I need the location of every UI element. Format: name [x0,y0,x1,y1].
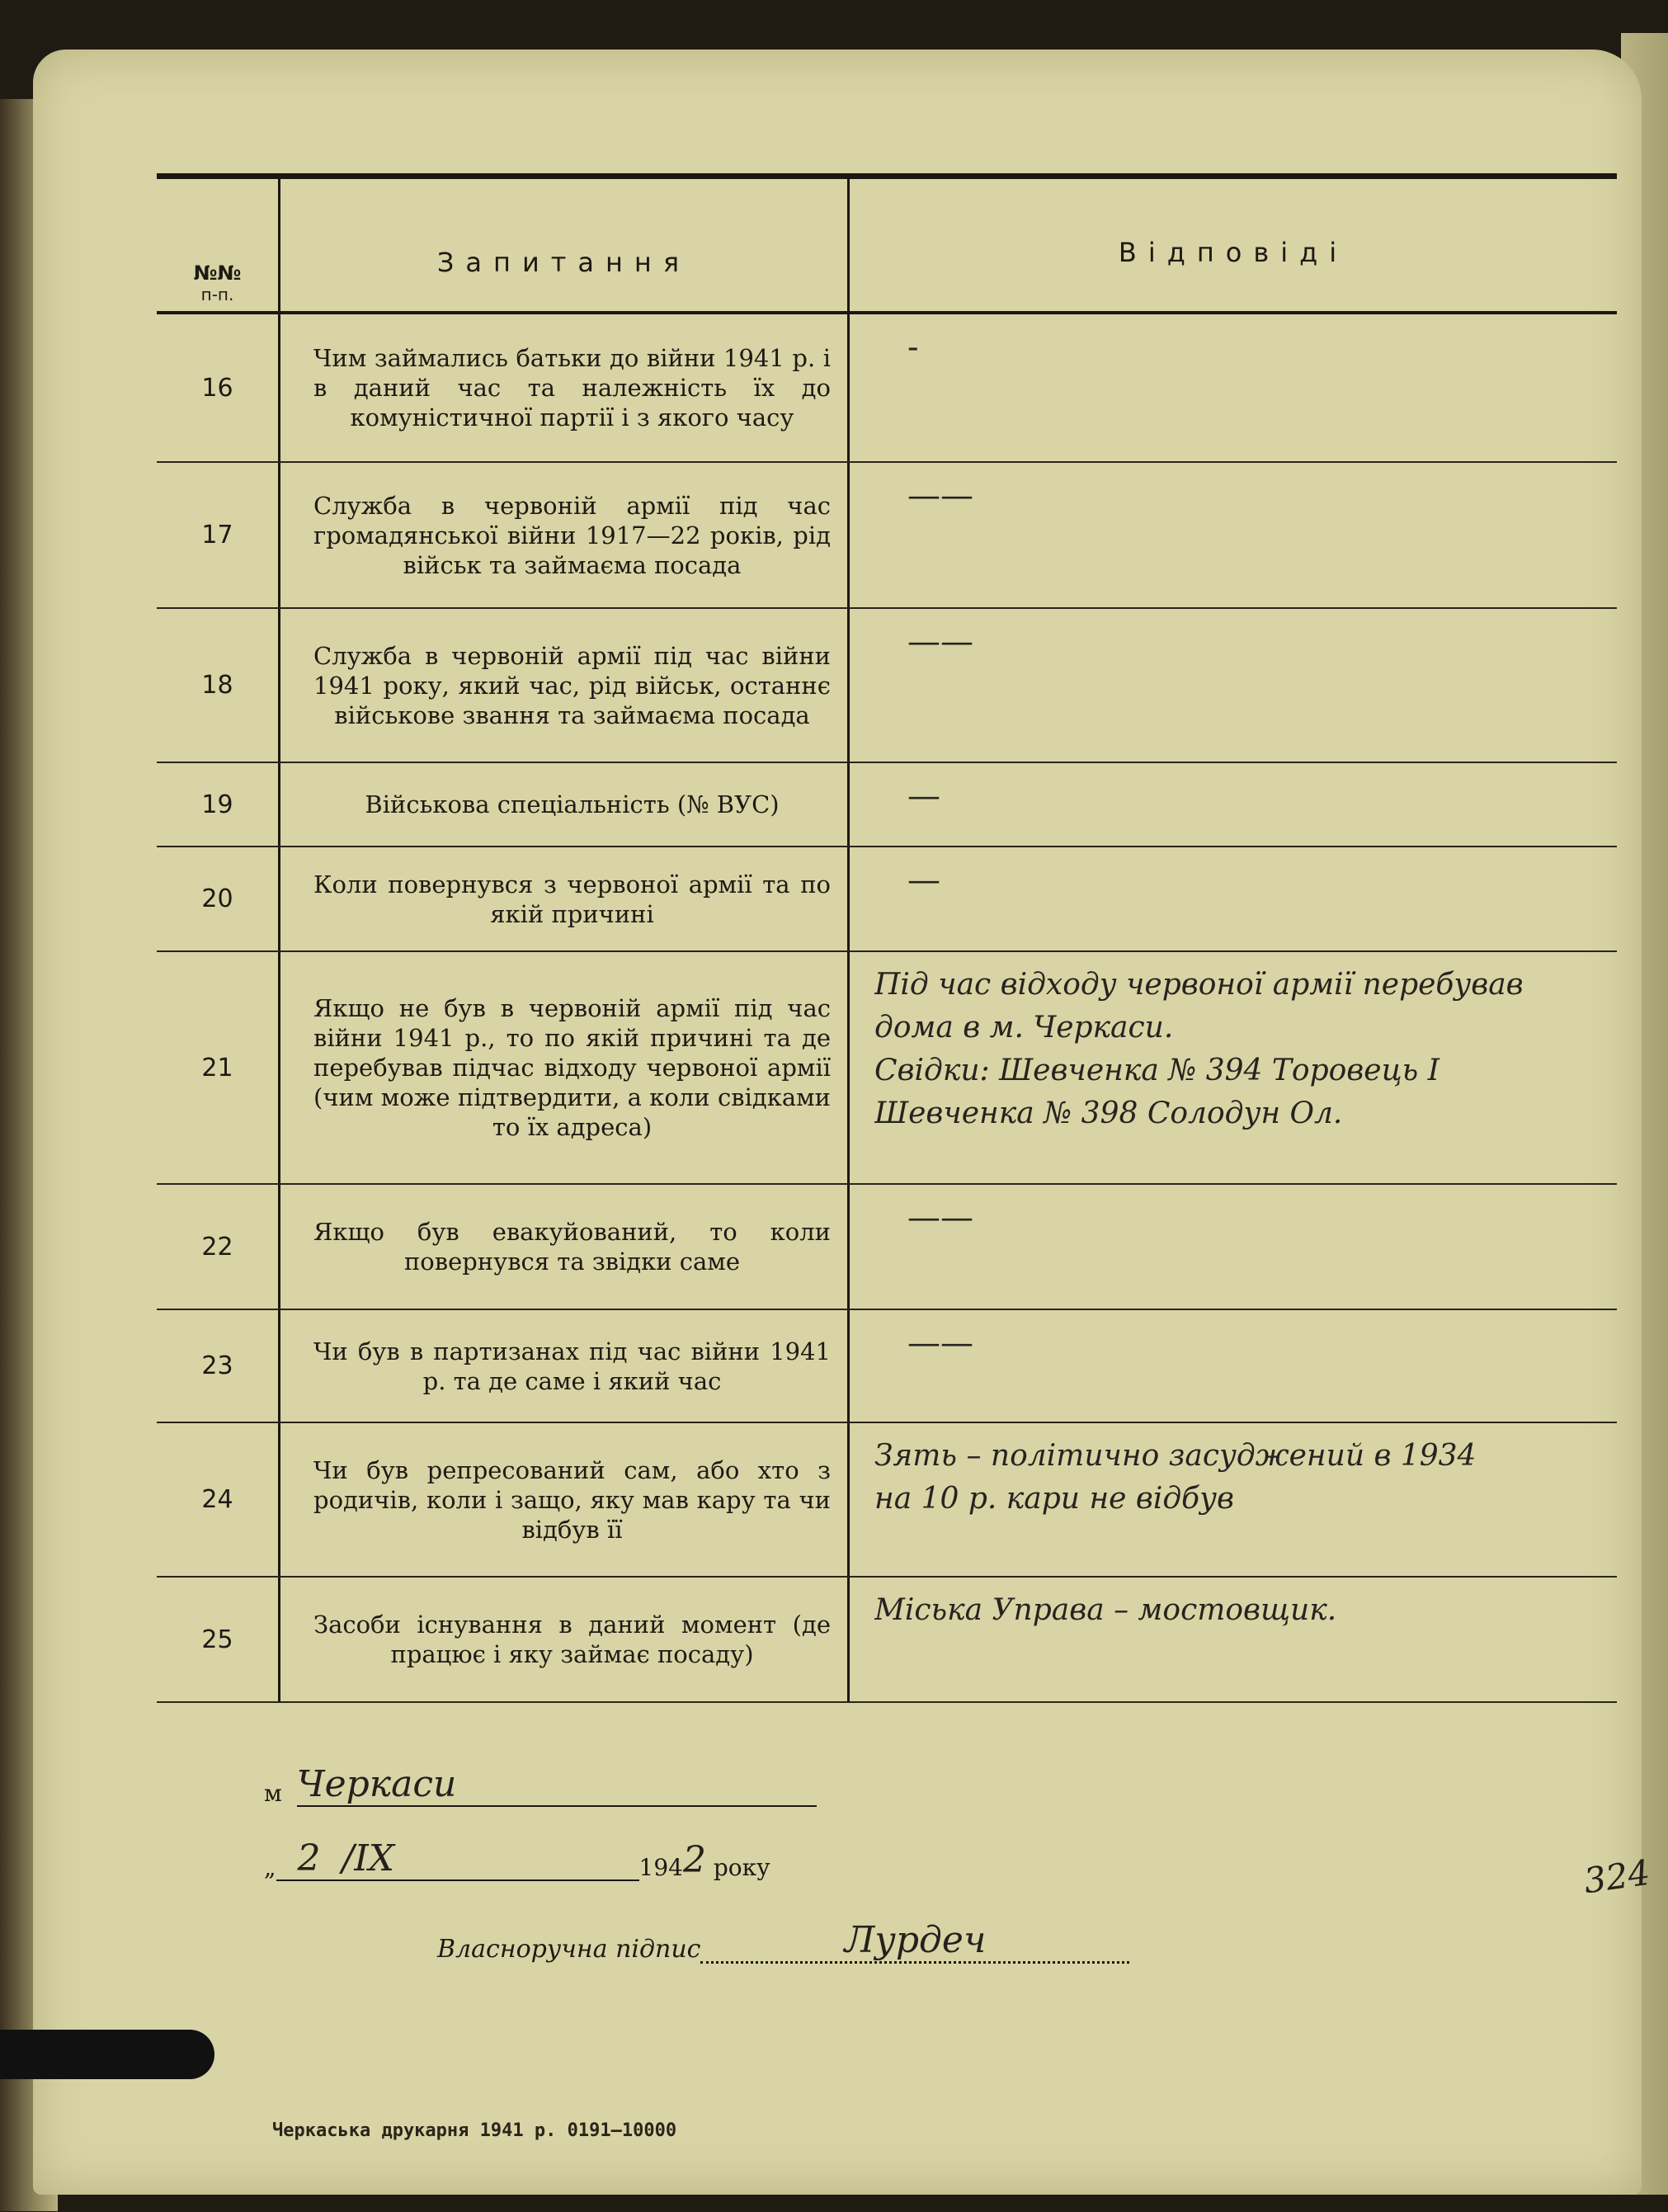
date-day: 2 [276,1837,342,1881]
header-answer: Відповіді [1118,237,1349,268]
answer-line: — [907,777,940,815]
table-row [157,463,1617,609]
row-question: Якщо був евакуйований, то коли повернувся та звідки саме [313,1218,831,1276]
row-number: 20 [157,847,280,950]
printer-imprint: Черкаська друкарня 1941 р. 0191—10000 [272,2120,677,2141]
header-number-cell [157,179,280,311]
year-prefix: 194 [638,1854,683,1881]
form-footer [264,1749,1501,1964]
table-row [157,1185,1617,1310]
answer-line: Свідки: Шевченка № 394 Торовець І [874,1054,1439,1087]
header-question: Запитання [280,179,850,311]
row-answer [850,609,1617,762]
row-answer [850,847,1617,950]
row-answer [850,1578,1617,1701]
row-number: 17 [157,463,280,607]
questionnaire-table [157,173,1617,1703]
row-answer [850,763,1617,846]
answer-line: —— [907,623,973,661]
row-question: Служба в червоній армії під час громадянської війни 1917—22 років, рід військ та займаєма посада [313,491,831,579]
year-digit: 2 [682,1839,706,1881]
table-row [157,1310,1617,1423]
row-number: 16 [157,314,280,461]
form-page [33,50,1653,2195]
answer-line: Міська Управа – мостовщик. [874,1593,1337,1627]
answer-line: —— [907,1324,973,1362]
table-header [157,179,1617,314]
table-top-rule [157,173,1617,179]
answer-line: дома в м. Черкаси. [874,1011,1174,1045]
row-number: 19 [157,763,280,846]
row-answer [850,952,1617,1183]
table-row [157,1578,1617,1703]
answer-line: на 10 р. кари не відбув [874,1482,1234,1516]
row-answer [850,314,1617,461]
city-prefix: м [264,1780,282,1807]
row-number: 21 [157,952,280,1183]
row-number: 18 [157,609,280,762]
row-number: 24 [157,1423,280,1576]
row-answer [850,1423,1617,1576]
answer-line: Зять – політично засуджений в 1934 [874,1439,1477,1473]
table-row [157,1423,1617,1578]
answer-line: Під час відходу червоної армії перебував [874,968,1524,1002]
table-row [157,952,1617,1185]
table-row [157,847,1617,952]
binder-clip [0,2030,214,2079]
header-number-sub: п-п. [200,285,234,304]
year-suffix: року [713,1854,770,1881]
row-answer [850,1310,1617,1422]
city-name: Черкаси [297,1763,817,1807]
row-number: 25 [157,1578,280,1701]
date-open-quote: „ [264,1854,276,1881]
table-row [157,763,1617,847]
table-row [157,314,1617,463]
signature: Лурдеч [700,1919,1129,1964]
signature-label: Власноручна підпис [437,1935,701,1964]
answer-line: — [907,861,940,899]
row-question: Коли повернувся з червоної армії та по якій причині [313,870,831,928]
row-answer [850,463,1617,607]
row-question: Чи був в партизанах під час війни 1941 р. та де саме і який час [313,1337,831,1395]
row-question: Якщо не був в червоній армії під час війни 1941 р., то по якій причині та де перебував підчас відходу червоної армії (чим може підтвердити, а коли свідками то їх адреса) [313,994,831,1141]
row-number: 23 [157,1310,280,1422]
row-question: Служба в червоній армії під час війни 1941 року, який час, рід військ, останнє військове звання та займаєма посада [313,641,831,729]
date-line [264,1823,1501,1881]
answer-line: —— [907,1199,973,1237]
table-row [157,609,1617,763]
city-line [264,1749,1501,1807]
row-answer [850,1185,1617,1309]
answer-line: Шевченка № 398 Солодун Ол. [874,1097,1343,1130]
row-number: 22 [157,1185,280,1309]
row-question: Чим займались батьки до війни 1941 р. і в даний час та належність їх до комуністичної партії і з якого часу [313,344,831,432]
row-question: Засоби існування в даний момент (де працює і яку займає посаду) [313,1611,831,1668]
header-number: №№ [193,262,242,285]
row-question: Військова спеціальність (№ ВУС) [365,790,780,818]
signature-line [264,1906,1501,1964]
answer-line: - [907,328,919,366]
page-number-mark: 324 [1581,1851,1653,1902]
date-month: /IX [342,1837,639,1881]
answer-line: —— [907,477,973,515]
row-question: Чи був репресований сам, або хто з родичів, коли і защо, яку мав кару та чи відбув її [313,1455,831,1544]
